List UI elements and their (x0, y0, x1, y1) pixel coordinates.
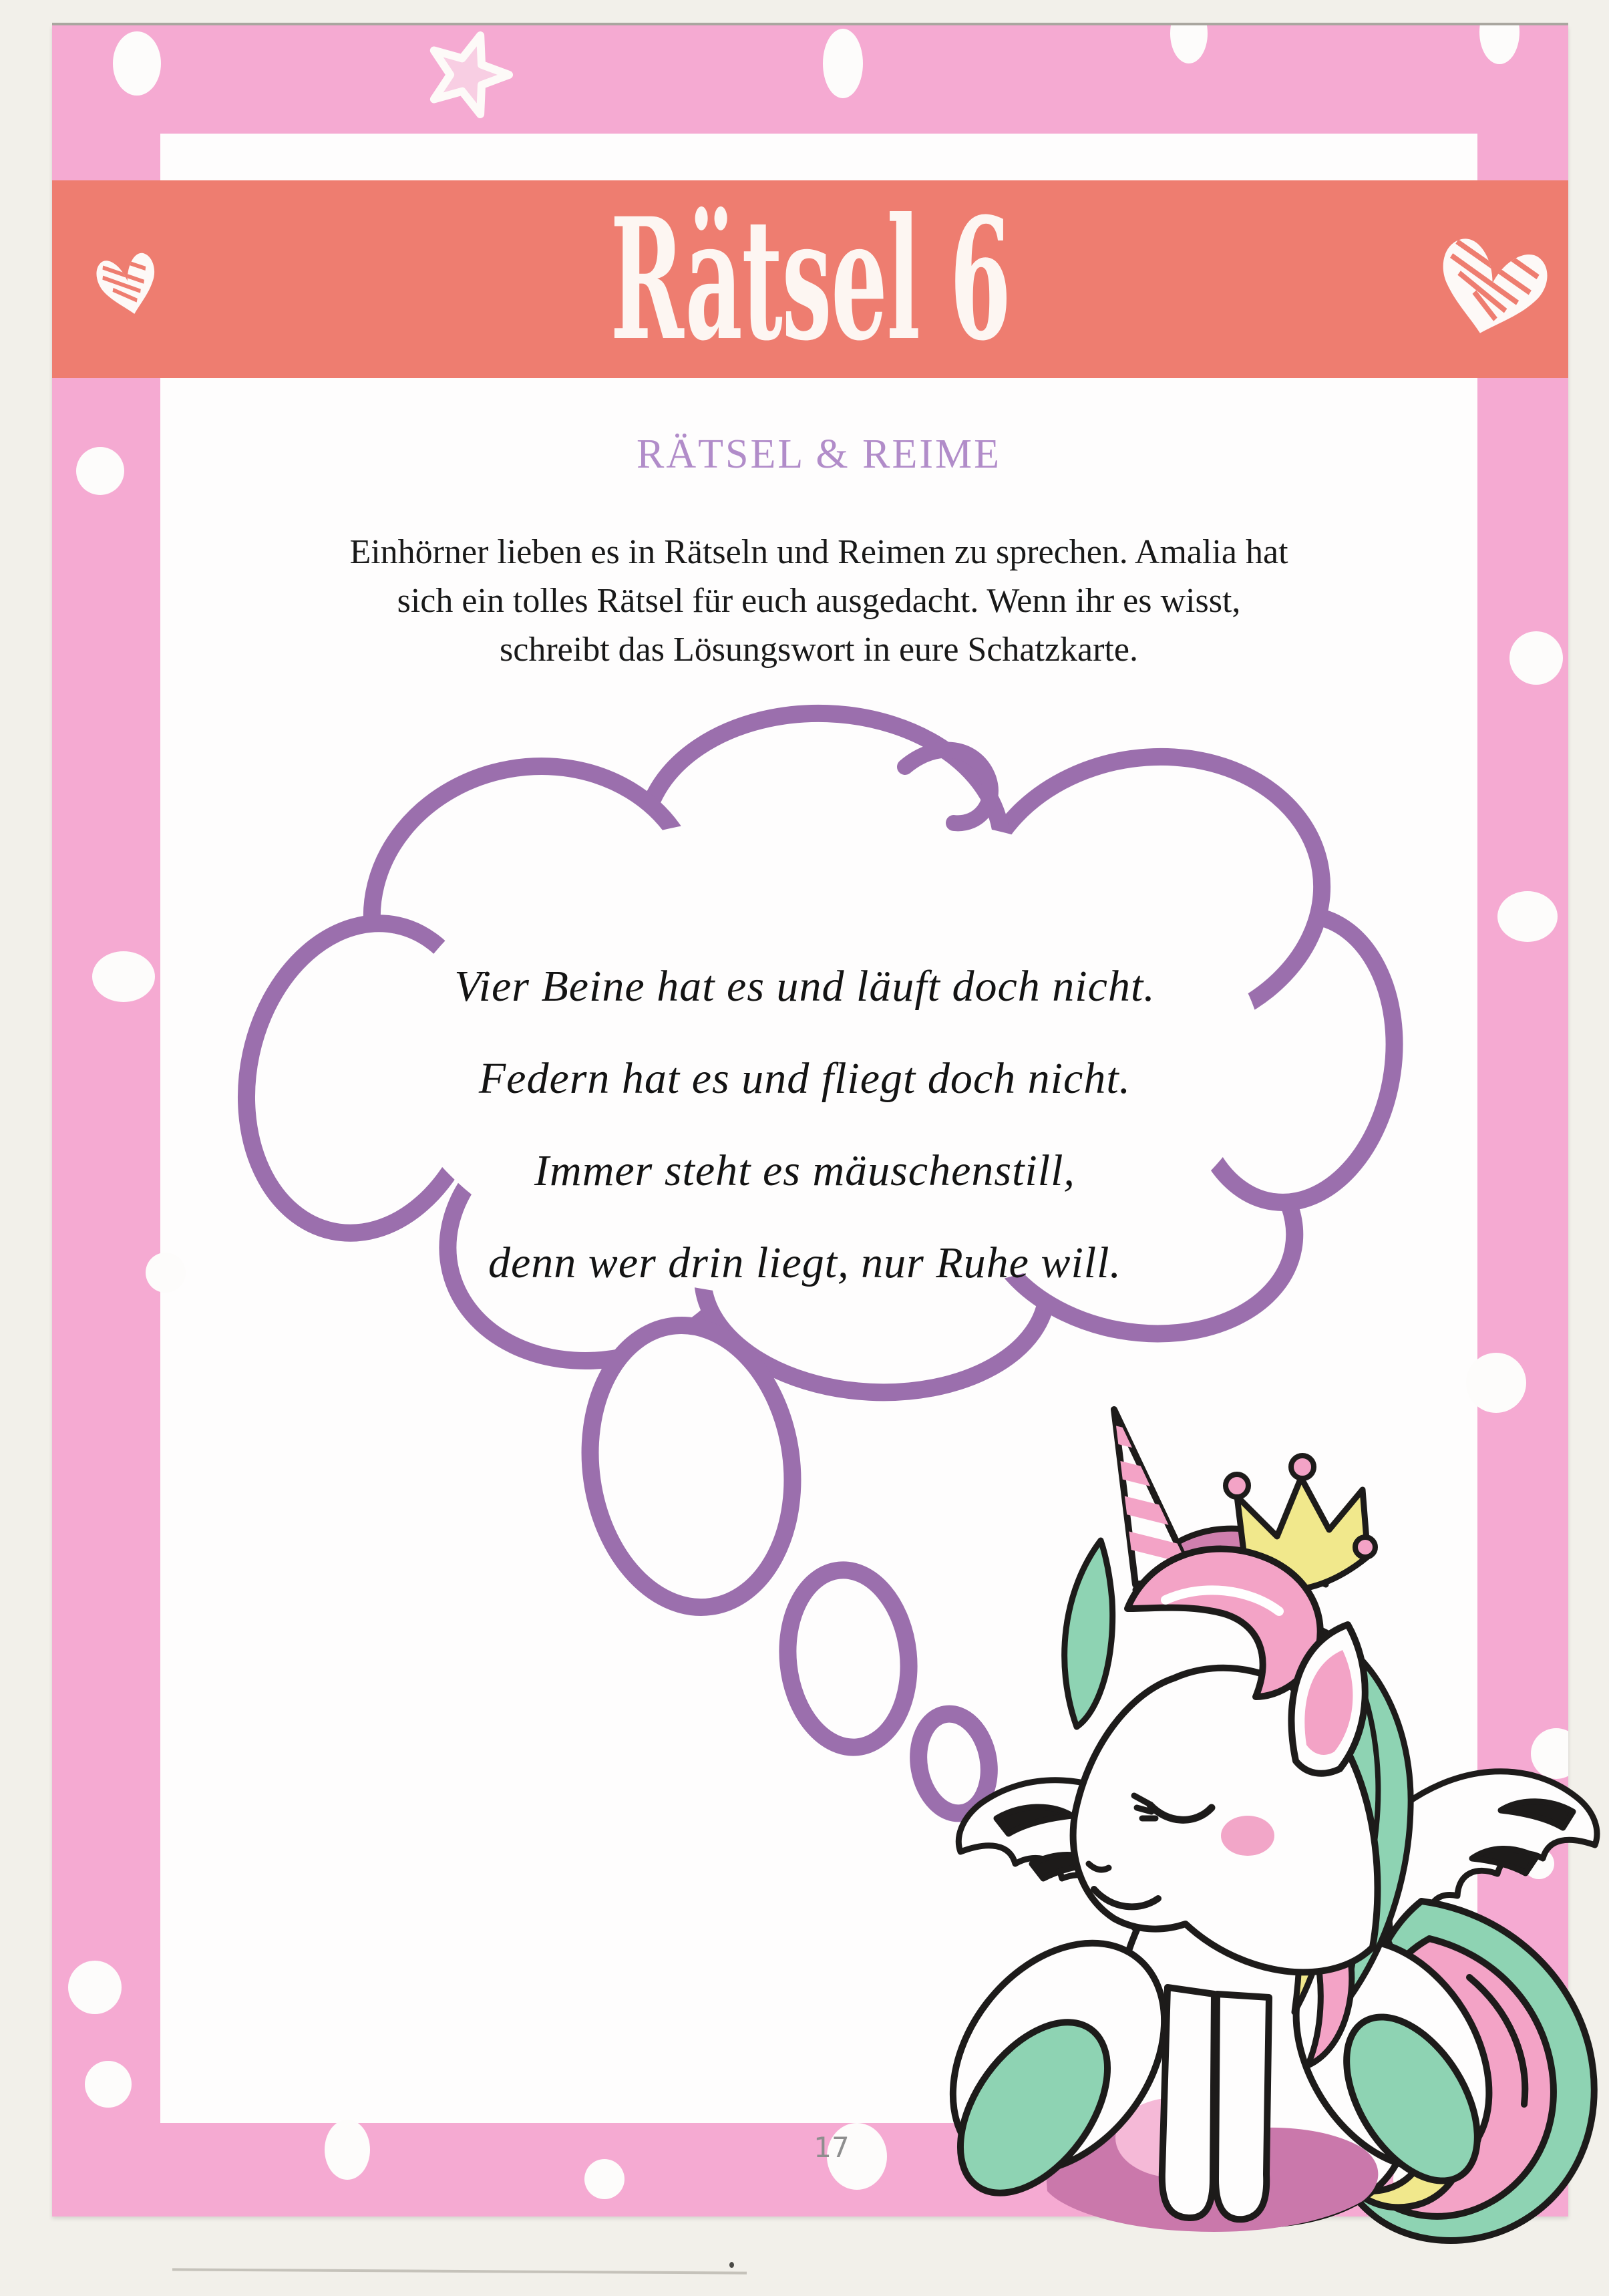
riddle-line: Immer steht es mäuschenstill, (534, 1146, 1075, 1195)
intro-paragraph (160, 528, 1477, 674)
section-heading: RÄTSEL & REIME (636, 432, 1002, 477)
unicorn-leg (1162, 1987, 1269, 2219)
page-number: 17 (814, 2131, 850, 2164)
riddle-text (200, 941, 1409, 1309)
unicorn-blush (1221, 1816, 1274, 1856)
riddle-line: denn wer drin liegt, nur Ruhe will. (488, 1239, 1121, 1287)
intro-line: schreibt das Lösungswort in eure Schatzkarte. (500, 631, 1138, 669)
thought-trail-bubble (779, 1564, 918, 1753)
riddle-line: Federn hat es und fliegt doch nicht. (478, 1054, 1131, 1103)
page-title: Rätsel 6 (610, 181, 1011, 377)
intro-line: sich ein tolles Rätsel für euch ausgedacht. Wenn ihr es wisst, (397, 582, 1241, 620)
unicorn-illustration (910, 1410, 1597, 2241)
heart-icon (1429, 229, 1554, 346)
intro-line: Einhörner lieben es in Rätseln und Reimen zu sprechen. Amalia hat (349, 533, 1288, 571)
heart-icon (94, 249, 163, 320)
riddle-line: Vier Beine hat es und läuft doch nicht. (454, 962, 1155, 1011)
scan-artifact (729, 2262, 734, 2268)
star-icon (419, 23, 518, 119)
